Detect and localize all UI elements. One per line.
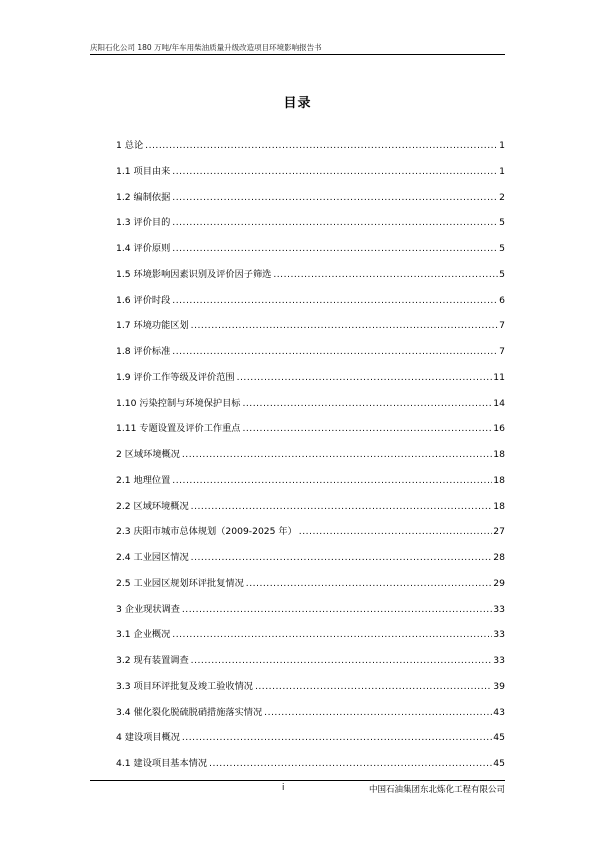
- toc-dot-leader: [172, 239, 498, 259]
- toc-dot-leader: [299, 522, 493, 542]
- toc-entry[interactable]: [116, 188, 505, 214]
- toc-dot-leader: [172, 291, 498, 311]
- toc-dot-leader: [242, 394, 492, 414]
- toc-entry-page: 1: [499, 165, 505, 177]
- toc-entry-page: 7: [499, 346, 505, 357]
- toc-dot-leader: [172, 625, 492, 645]
- toc-entry-label: 3.2 现有装置调查: [116, 655, 189, 666]
- toc-entry-page: 18: [493, 449, 505, 460]
- toc-dot-leader: [255, 677, 492, 697]
- toc-dot-leader: [182, 600, 492, 620]
- toc-entry-label: 1.3 评价目的: [116, 217, 171, 229]
- toc-entry-page: 7: [499, 320, 505, 332]
- toc-entry-label: 3.3 项目环评批复及竣工验收情况: [116, 680, 253, 692]
- toc-entry-label: 1.11 专题设置及评价工作重点: [116, 423, 241, 435]
- toc-dot-leader: [191, 316, 498, 336]
- toc-entry-page: 18: [493, 474, 505, 486]
- toc-dot-leader: [172, 471, 492, 491]
- toc-dot-leader: [172, 342, 498, 362]
- toc-entry[interactable]: [116, 548, 505, 574]
- toc-entry-page: 33: [493, 629, 505, 641]
- toc-entry[interactable]: [116, 651, 505, 677]
- toc-dot-leader: [145, 136, 498, 156]
- toc-dot-leader: [273, 265, 498, 285]
- toc-entry[interactable]: [116, 419, 505, 445]
- toc-entry-label: 1.10 污染控制与环境保护目标: [116, 397, 241, 409]
- toc-entry-label: 2.4 工业园区情况: [116, 552, 189, 563]
- toc-entry-label: 4.1 建设项目基本情况: [116, 758, 208, 769]
- footer-organization: 中国石油集团东北炼化工程有限公司: [368, 785, 505, 795]
- toc-entry-label: 1.6 评价时段: [116, 294, 171, 306]
- toc-entry-page: 5: [499, 243, 505, 254]
- toc-entry[interactable]: [116, 677, 505, 703]
- toc-entry-label: 1.9 评价工作等级及评价范围: [116, 371, 235, 383]
- toc-entry-label: 1.7 环境功能区划: [116, 320, 189, 332]
- toc-entry-label: 1 总论: [116, 140, 144, 151]
- toc-entry[interactable]: [116, 394, 505, 420]
- toc-entry-page: 29: [493, 577, 505, 589]
- toc-entry[interactable]: [116, 703, 505, 729]
- page-title: 目录: [283, 96, 312, 111]
- toc-entry-page: 16: [493, 423, 505, 435]
- toc-dot-leader: [242, 419, 492, 439]
- toc-entry[interactable]: [116, 728, 505, 754]
- toc-entry-page: 6: [499, 294, 505, 306]
- toc-dot-leader: [209, 754, 492, 774]
- toc-entry-page: 27: [493, 526, 505, 538]
- toc-entry-label: 1.5 环境影响因素识别及评价因子筛选: [116, 268, 272, 280]
- toc-dot-leader: [237, 368, 493, 388]
- table-of-contents: [116, 136, 505, 780]
- footer-page-number: i: [282, 783, 285, 793]
- toc-entry-page: 5: [499, 268, 505, 280]
- toc-entry-page: 5: [499, 217, 505, 229]
- toc-entry[interactable]: [116, 625, 505, 651]
- toc-entry-page: 45: [493, 732, 505, 744]
- toc-entry[interactable]: [116, 291, 505, 317]
- toc-entry[interactable]: [116, 600, 505, 626]
- toc-entry[interactable]: [116, 522, 505, 548]
- toc-dot-leader: [182, 445, 492, 465]
- toc-dot-leader: [191, 497, 493, 517]
- toc-entry-page: 18: [493, 500, 505, 512]
- toc-dot-leader: [172, 213, 498, 233]
- toc-entry-page: 2: [499, 191, 505, 203]
- toc-entry-page: 11: [493, 371, 505, 383]
- toc-entry[interactable]: [116, 445, 505, 471]
- toc-entry[interactable]: [116, 342, 505, 368]
- toc-entry-page: 1: [499, 140, 505, 151]
- toc-entry[interactable]: [116, 754, 505, 780]
- toc-entry[interactable]: [116, 239, 505, 265]
- toc-entry[interactable]: [116, 574, 505, 600]
- toc-entry-page: 43: [493, 706, 505, 718]
- toc-entry-label: 1.4 评价原则: [116, 243, 171, 254]
- toc-entry-label: 3.4 催化裂化脱硫脱硝措施落实情况: [116, 706, 263, 718]
- toc-entry[interactable]: [116, 136, 505, 162]
- toc-entry-page: 14: [493, 397, 505, 409]
- toc-entry-label: 2.1 地理位置: [116, 474, 171, 486]
- toc-dot-leader: [182, 728, 492, 748]
- toc-dot-leader: [191, 651, 493, 671]
- toc-entry-page: 33: [493, 603, 505, 615]
- toc-dot-leader: [172, 162, 498, 182]
- toc-entry-label: 1.8 评价标准: [116, 346, 171, 357]
- toc-entry-label: 2.2 区域环境概况: [116, 500, 189, 512]
- toc-entry[interactable]: [116, 316, 505, 342]
- toc-entry-label: 1.2 编制依据: [116, 191, 171, 203]
- toc-entry-label: 2.5 工业园区规划环评批复情况: [116, 577, 244, 589]
- toc-dot-leader: [172, 188, 498, 208]
- toc-entry[interactable]: [116, 265, 505, 291]
- toc-entry[interactable]: [116, 213, 505, 239]
- toc-entry[interactable]: [116, 162, 505, 188]
- toc-entry-label: 2 区域环境概况: [116, 449, 180, 460]
- toc-dot-leader: [246, 574, 493, 594]
- toc-entry-label: 2.3 庆阳市城市总体规划（2009-2025 年）: [116, 526, 297, 538]
- toc-entry-page: 39: [493, 680, 505, 692]
- toc-dot-leader: [191, 548, 493, 568]
- footer-divider: [90, 780, 505, 781]
- toc-entry-label: 4 建设项目概况: [116, 732, 180, 744]
- toc-entry[interactable]: [116, 368, 505, 394]
- toc-entry[interactable]: [116, 497, 505, 523]
- toc-entry-label: 3 企业现状调查: [116, 603, 180, 615]
- toc-entry[interactable]: [116, 471, 505, 497]
- header-divider: [90, 54, 505, 55]
- toc-entry-page: 33: [493, 655, 505, 666]
- toc-entry-page: 28: [493, 552, 505, 563]
- toc-entry-label: 3.1 企业概况: [116, 629, 171, 641]
- running-header: 庆阳石化公司 180 万吨/年车用柴油质量升级改造项目环境影响报告书: [90, 43, 322, 52]
- toc-dot-leader: [264, 703, 492, 723]
- toc-entry-page: 45: [493, 758, 505, 769]
- toc-entry-label: 1.1 项目由来: [116, 165, 171, 177]
